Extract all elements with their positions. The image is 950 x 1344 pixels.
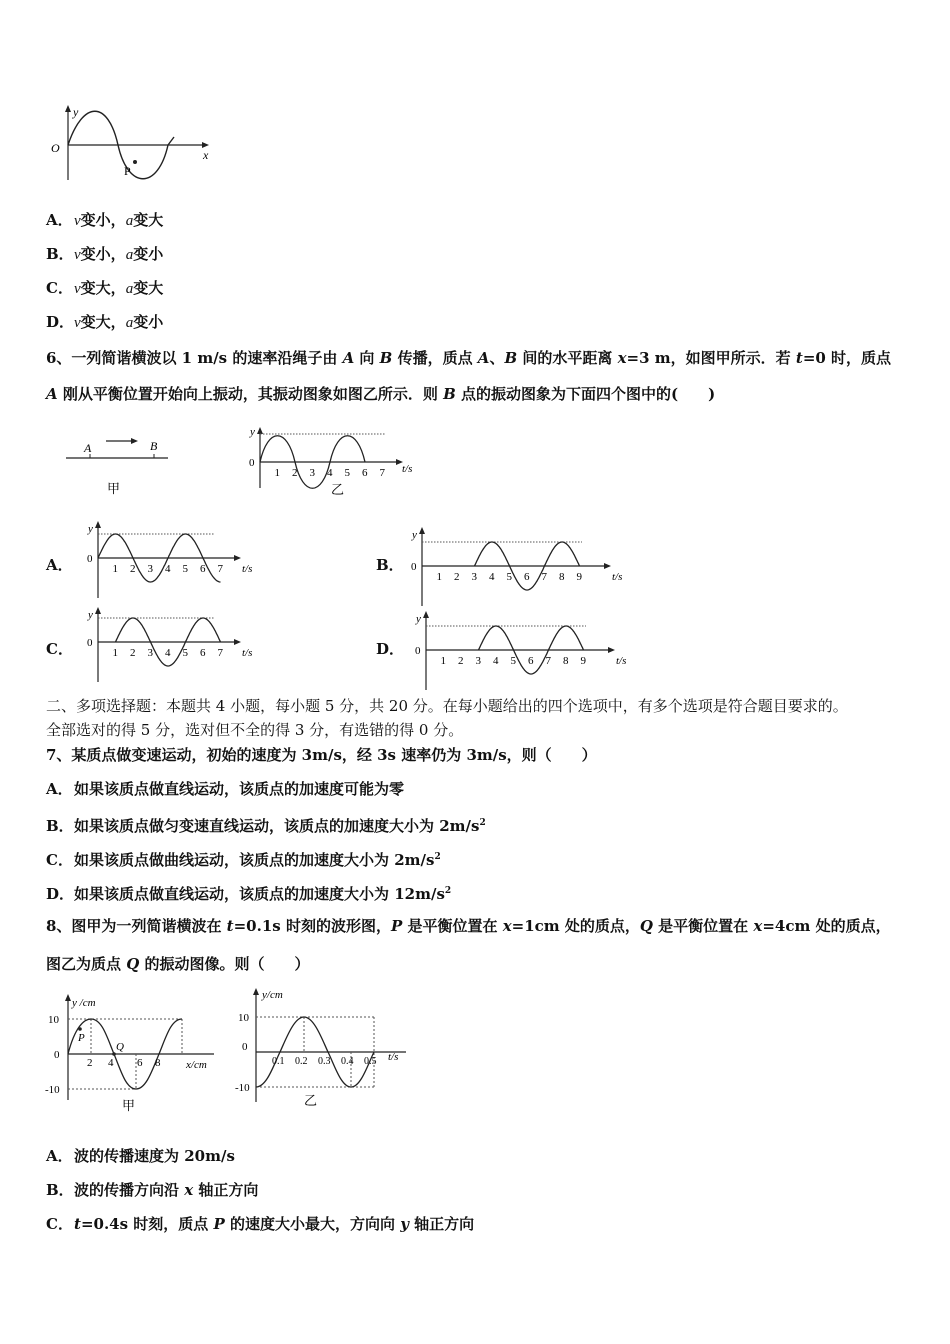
var-y: y bbox=[400, 1215, 409, 1233]
t-axis-label: t/s bbox=[242, 563, 253, 575]
caption-jia: 甲 bbox=[122, 1098, 136, 1113]
option-text: 变小， bbox=[80, 245, 126, 263]
zero-label: 0 bbox=[415, 645, 421, 657]
tick-2: 2 bbox=[87, 1057, 93, 1069]
var-a: a bbox=[125, 213, 134, 229]
var-a: a bbox=[125, 247, 134, 263]
t-axis-label: t/s bbox=[612, 571, 623, 583]
superscript: 2 bbox=[434, 852, 441, 862]
option-letter: C． bbox=[46, 279, 73, 297]
stem-text: 是平衡位置在 bbox=[402, 917, 503, 935]
option-letter: D． bbox=[46, 313, 75, 331]
q6-option-a-label: A． bbox=[46, 556, 73, 574]
q6-stem-line2 bbox=[46, 384, 715, 404]
stem-text: 刚从平衡位置开始向上振动，其振动图象如图乙所示．则 bbox=[57, 385, 444, 403]
q8-option-b bbox=[46, 1180, 258, 1200]
option-text: 变大， bbox=[80, 313, 126, 331]
stem-text: 间的水平距离 bbox=[517, 349, 618, 367]
q8-figure-jia bbox=[44, 992, 224, 1114]
t-arrow bbox=[234, 555, 241, 561]
tick-0.4: 0.4 bbox=[341, 1056, 354, 1067]
x-axis-label: x/cm bbox=[186, 1059, 207, 1071]
var-t: t bbox=[795, 349, 803, 367]
tick-label: 4 bbox=[489, 571, 495, 583]
t-axis-label: t/s bbox=[242, 647, 253, 659]
tick-label: 8 bbox=[563, 655, 569, 667]
tick-label: 6 bbox=[528, 655, 534, 667]
var-P: P bbox=[213, 1215, 225, 1233]
option-text: 变大 bbox=[133, 211, 164, 229]
zero-label: 0 bbox=[87, 637, 93, 649]
var-x: x bbox=[184, 1181, 194, 1199]
zero-label: 0 bbox=[242, 1041, 248, 1053]
tick-label: 4 bbox=[493, 655, 499, 667]
tick-label: 5 bbox=[506, 571, 512, 583]
stem-text: =4cm 处的质点， bbox=[762, 917, 891, 935]
caption-yi: 乙 bbox=[331, 482, 345, 497]
t-axis-label: t/s bbox=[388, 1051, 399, 1063]
q7-option-a bbox=[46, 779, 404, 799]
q8-option-a bbox=[46, 1146, 235, 1166]
q5-option-d bbox=[46, 312, 163, 333]
option-text: 如果该质点做匀变速直线运动，该质点的加速度大小为 2m/s bbox=[74, 817, 480, 835]
q7-stem: 7、某质点做变速运动，初始的速度为 3m/s，经 3s 速率仍为 3m/s，则（ ） bbox=[46, 746, 597, 764]
option-letter: B． bbox=[46, 817, 74, 835]
option-text: 轴正方向 bbox=[408, 1215, 475, 1233]
q8-option-c bbox=[46, 1214, 474, 1234]
option-text: 变小， bbox=[80, 211, 126, 229]
stem-text: =1cm 处的质点， bbox=[511, 917, 640, 935]
tick-label: 3 bbox=[471, 571, 477, 583]
option-text: 轴正方向 bbox=[193, 1181, 259, 1199]
tick-label: 4 bbox=[327, 467, 333, 479]
option-letter: C． bbox=[46, 1215, 73, 1233]
option-letter: A． bbox=[46, 780, 73, 798]
q6-option-c-label: C． bbox=[46, 640, 73, 658]
option-text: 波的传播方向沿 bbox=[74, 1181, 185, 1199]
tick-label: 5 bbox=[510, 655, 516, 667]
y-label: y/cm bbox=[262, 989, 283, 1001]
minus-ten-label: -10 bbox=[235, 1082, 250, 1094]
q5-option-a bbox=[46, 210, 163, 231]
zero-label: 0 bbox=[249, 457, 255, 469]
top-wave-figure bbox=[46, 104, 218, 186]
option-text: 变小 bbox=[133, 245, 164, 263]
tick-0.1: 0.1 bbox=[272, 1056, 285, 1067]
q8-figure-yi bbox=[234, 984, 414, 1110]
var-v: v bbox=[74, 315, 81, 331]
y-label: y bbox=[250, 426, 255, 438]
point-p-label: P bbox=[124, 164, 131, 178]
option-text: 如果该质点做直线运动，该质点的加速度可能为零 bbox=[74, 780, 405, 798]
q6-option-b-label: B． bbox=[376, 556, 404, 574]
q6-figure-jia bbox=[62, 432, 174, 500]
y-axis-label: y bbox=[73, 105, 79, 119]
stem-text: 传播，质点 bbox=[392, 349, 478, 367]
option-text: 的速度大小最大，方向向 bbox=[224, 1215, 401, 1233]
stem-text: 6、一列简谐横波以 1 m/s 的速率沿绳子由 bbox=[46, 349, 343, 367]
tick-label: 1 bbox=[112, 563, 118, 575]
ten-label: 10 bbox=[48, 1014, 59, 1026]
tick-0.5: 0.5 bbox=[364, 1056, 377, 1067]
zero-label: 0 bbox=[87, 553, 93, 565]
tick-label: 7 bbox=[379, 467, 385, 479]
tick-label: 9 bbox=[576, 571, 582, 583]
q7-option-c bbox=[46, 847, 441, 870]
tick-label: 1 bbox=[436, 571, 442, 583]
option-text: 变小 bbox=[133, 313, 164, 331]
superscript: 2 bbox=[444, 886, 452, 896]
point-P: P bbox=[78, 1032, 85, 1044]
var-t: t bbox=[74, 1215, 81, 1233]
option-text: 变大， bbox=[80, 279, 126, 297]
tick-label: 7 bbox=[217, 647, 223, 659]
option-text: =0.4s 时刻，质点 bbox=[80, 1215, 214, 1233]
var-v: v bbox=[74, 213, 81, 229]
tick-label: 1 bbox=[112, 647, 118, 659]
tick-label: 6 bbox=[200, 647, 206, 659]
var-B: B bbox=[504, 349, 518, 367]
caption-jia: 甲 bbox=[107, 481, 121, 496]
q8-stem-line2 bbox=[46, 954, 310, 974]
q7-option-b bbox=[46, 813, 486, 836]
option-letter: A． bbox=[46, 211, 73, 229]
tick-label: 4 bbox=[165, 563, 171, 575]
var-t: t bbox=[226, 917, 234, 935]
stem-text: 的振动图像。则（ ） bbox=[139, 955, 310, 973]
option-text: 波的传播速度为 20m/s bbox=[74, 1147, 235, 1165]
t-arrow bbox=[234, 639, 241, 645]
y-label: y bbox=[416, 613, 421, 625]
tick-label: 3 bbox=[147, 647, 153, 659]
y-arrow bbox=[423, 611, 429, 618]
option-text: 变大 bbox=[133, 279, 164, 297]
var-v: v bbox=[74, 281, 81, 297]
tick-label: 9 bbox=[580, 655, 586, 667]
tick-4: 4 bbox=[108, 1057, 114, 1069]
stem-text: =0 时，质点 bbox=[802, 349, 892, 367]
t-arrow bbox=[608, 647, 615, 653]
label-A: A bbox=[84, 441, 92, 455]
q6-option-a-graph[interactable] bbox=[84, 520, 254, 586]
stem-text: 是平衡位置在 bbox=[652, 917, 754, 935]
stem-text: 8、图甲为一列简谐横波在 bbox=[46, 917, 227, 935]
stem-text: 、 bbox=[489, 349, 505, 367]
tick-label: 1 bbox=[274, 467, 280, 479]
q6-option-d-label: D． bbox=[376, 640, 405, 658]
var-v: v bbox=[74, 247, 81, 263]
zero-label: 0 bbox=[411, 561, 417, 573]
tick-label: 7 bbox=[541, 571, 547, 583]
tick-label: 3 bbox=[147, 563, 153, 575]
var-P: P bbox=[390, 917, 403, 935]
tick-label: 6 bbox=[200, 563, 206, 575]
q5-option-c bbox=[46, 278, 163, 299]
tick-label: 3 bbox=[309, 467, 315, 479]
tick-label: 2 bbox=[454, 571, 460, 583]
zero-label: 0 bbox=[54, 1049, 60, 1061]
tick-label: 2 bbox=[292, 467, 298, 479]
tick-label: 4 bbox=[165, 647, 171, 659]
option-text: 如果该质点做直线运动，该质点的加速度大小为 12m/s bbox=[74, 885, 445, 903]
q6-option-c-graph[interactable] bbox=[80, 606, 253, 670]
tick-label: 5 bbox=[182, 563, 188, 575]
tick-label: 8 bbox=[559, 571, 565, 583]
option-letter: A． bbox=[46, 1147, 73, 1165]
tick-label: 2 bbox=[458, 655, 464, 667]
tick-8: 8 bbox=[155, 1057, 161, 1069]
t-axis-label: t/s bbox=[616, 655, 627, 667]
q6-figure-yi bbox=[245, 424, 425, 500]
y-label: y bbox=[88, 523, 93, 535]
var-A: A bbox=[477, 349, 490, 367]
section2-line1: 二、多项选择题：本题共 4 小题，每小题 5 分，共 20 分。在每小题给出的四个选项中，有多个选项是符合题目要求的。 bbox=[46, 697, 848, 715]
q8-stem-line1 bbox=[46, 916, 891, 936]
caption-yi: 乙 bbox=[304, 1093, 318, 1108]
stem-text: =0.1s 时刻的波形图， bbox=[233, 917, 391, 935]
t-arrow bbox=[604, 563, 611, 569]
option-letter: B． bbox=[46, 1181, 74, 1199]
var-Q: Q bbox=[126, 955, 140, 973]
tick-label: 2 bbox=[130, 563, 136, 575]
var-A: A bbox=[46, 385, 58, 403]
y-label: y /cm bbox=[72, 997, 96, 1009]
tick-label: 5 bbox=[344, 467, 350, 479]
var-Q: Q bbox=[639, 917, 653, 935]
var-B: B bbox=[443, 385, 456, 403]
tick-0.3: 0.3 bbox=[318, 1056, 331, 1067]
tick-6: 6 bbox=[137, 1057, 143, 1069]
tick-label: 5 bbox=[182, 647, 188, 659]
q5-option-b bbox=[46, 244, 163, 265]
stem-text: 图乙为质点 bbox=[46, 955, 127, 973]
tick-label: 3 bbox=[475, 655, 481, 667]
q6-option-d-graph[interactable] bbox=[404, 610, 634, 678]
option-letter: C． bbox=[46, 851, 73, 869]
tick-0.2: 0.2 bbox=[295, 1056, 308, 1067]
var-x: x bbox=[502, 917, 512, 935]
section2-line2: 全部选对的得 5 分，选对但不全的得 3 分，有选错的得 0 分。 bbox=[46, 721, 464, 739]
point-Q: Q bbox=[116, 1041, 124, 1053]
x-axis-label: x bbox=[203, 148, 209, 162]
tick-label: 7 bbox=[217, 563, 223, 575]
minus-ten-label: -10 bbox=[45, 1084, 60, 1096]
stem-text: 点的振动图象为下面四个图中的( ) bbox=[455, 385, 716, 403]
var-a: a bbox=[125, 315, 134, 331]
ten-label: 10 bbox=[238, 1012, 249, 1024]
q6-option-b-graph[interactable] bbox=[404, 526, 634, 588]
superscript: 2 bbox=[479, 818, 486, 828]
y-label: y bbox=[88, 609, 93, 621]
origin-label: O bbox=[51, 141, 60, 155]
y-label: y bbox=[412, 529, 417, 541]
var-A: A bbox=[342, 349, 355, 367]
var-x: x bbox=[753, 917, 763, 935]
tick-label: 6 bbox=[362, 467, 368, 479]
y-arrow bbox=[95, 607, 101, 614]
t-axis-label: t/s bbox=[402, 463, 413, 475]
tick-label: 6 bbox=[524, 571, 530, 583]
option-letter: B． bbox=[46, 245, 74, 263]
var-B: B bbox=[379, 349, 393, 367]
tick-label: 1 bbox=[440, 655, 446, 667]
y-arrow bbox=[95, 521, 101, 528]
stem-text: 向 bbox=[354, 349, 380, 367]
stem-text: =3 m，如图甲所示．若 bbox=[626, 349, 796, 367]
option-letter: D． bbox=[46, 885, 75, 903]
q6-stem-line1 bbox=[46, 348, 891, 368]
option-text: 如果该质点做曲线运动，该质点的加速度大小为 2m/s bbox=[74, 851, 435, 869]
label-B: B bbox=[150, 439, 158, 453]
tick-label: 2 bbox=[130, 647, 136, 659]
tick-label: 7 bbox=[545, 655, 551, 667]
y-arrow bbox=[419, 527, 425, 534]
var-a: a bbox=[125, 281, 134, 297]
var-x: x bbox=[617, 349, 627, 367]
q7-option-d bbox=[46, 881, 451, 904]
